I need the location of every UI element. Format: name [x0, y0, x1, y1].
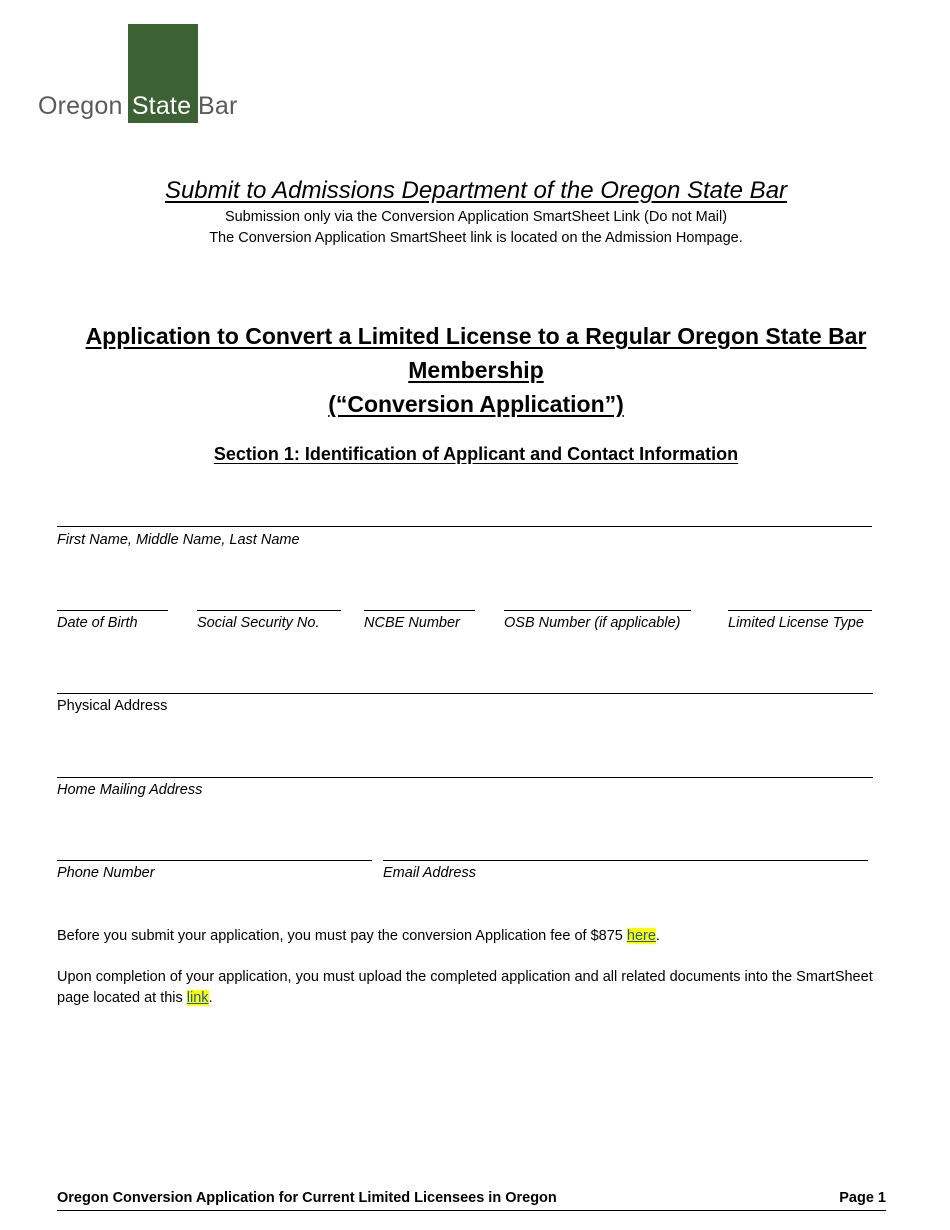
physical-address-field[interactable]	[57, 693, 873, 694]
ncbe-number-label: NCBE Number	[364, 615, 460, 631]
logo	[38, 90, 258, 122]
date-of-birth-field[interactable]	[57, 610, 168, 611]
logo-word-state: State	[131, 92, 192, 120]
phone-number-label: Phone Number	[57, 865, 155, 881]
upload-instruction	[57, 967, 897, 1009]
footer-rule	[57, 1210, 886, 1211]
page-number: Page 1	[839, 1190, 886, 1206]
application-title	[0, 319, 950, 421]
email-address-label: Email Address	[383, 865, 476, 881]
physical-address-label: Physical Address	[57, 698, 168, 714]
application-title-line3: (“Conversion Application”)	[328, 391, 624, 417]
homepage-note: The Conversion Application SmartSheet link is located on the Admission Hompage.	[209, 230, 743, 246]
osb-number-field[interactable]	[504, 610, 691, 611]
fee-text: Before you submit your application, you must pay the conversion Application fee of $875	[57, 928, 627, 944]
application-title-line2: Membership	[408, 357, 544, 383]
upload-period: .	[208, 990, 213, 1006]
limited-license-type-label: Limited License Type	[728, 615, 864, 631]
full-name-label: First Name, Middle Name, Last Name	[57, 532, 300, 548]
email-address-field[interactable]	[383, 860, 868, 861]
mailing-address-label: Home Mailing Address	[57, 782, 203, 798]
osb-number-label: OSB Number (if applicable)	[504, 615, 681, 631]
logo-word-bar: Bar	[198, 92, 238, 120]
mailing-address-field[interactable]	[57, 777, 873, 778]
date-of-birth-label: Date of Birth	[57, 615, 138, 631]
limited-license-type-field[interactable]	[728, 610, 872, 611]
smartsheet-link[interactable]: link	[186, 990, 209, 1006]
ncbe-number-field[interactable]	[364, 610, 475, 611]
submission-note: Submission only via the Conversion Application SmartSheet Link (Do not Mail)	[224, 209, 728, 225]
fee-period: .	[655, 928, 660, 944]
fee-instruction	[57, 926, 897, 947]
upload-text: Upon completion of your application, you must upload the completed application and all related documents into the SmartSheet page located at this	[57, 969, 873, 1006]
ssn-field[interactable]	[197, 610, 341, 611]
logo-word-oregon: Oregon	[38, 92, 123, 120]
footer-title: Oregon Conversion Application for Current Limited Licensees in Oregon	[57, 1190, 557, 1206]
full-name-field[interactable]	[57, 526, 872, 527]
application-title-line1: Application to Convert a Limited License to a Regular Oregon State Bar	[85, 323, 867, 349]
section-title: Section 1: Identification of Applicant and Contact Information	[213, 444, 739, 464]
fee-payment-link[interactable]: here	[626, 928, 656, 944]
submit-title: Submit to Admissions Department of the Oregon State Bar	[164, 177, 788, 204]
phone-number-field[interactable]	[57, 860, 372, 861]
ssn-label: Social Security No.	[197, 615, 320, 631]
